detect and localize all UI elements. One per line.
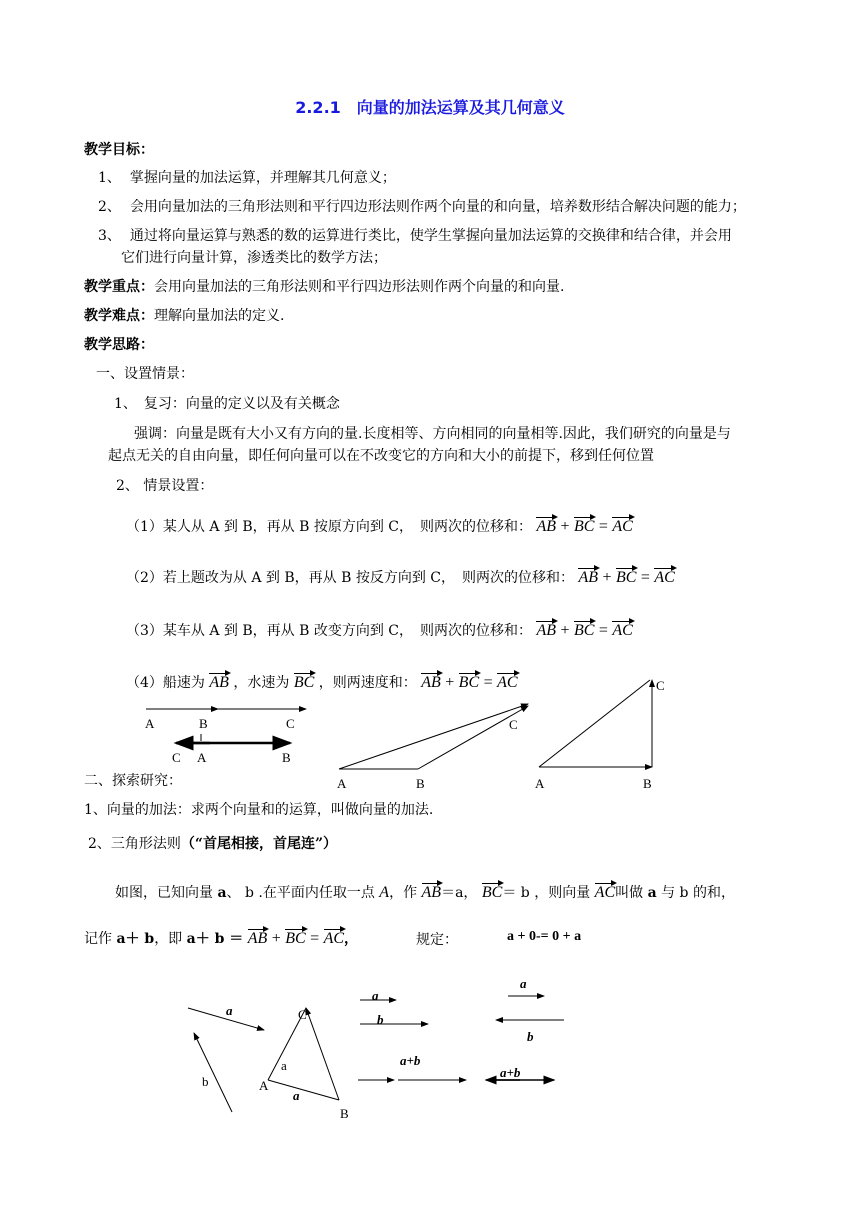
vector-label-b: b — [527, 1029, 534, 1044]
vector-ac: AC — [497, 674, 518, 691]
plus-sign: + — [271, 930, 281, 947]
point-label-a: A — [197, 750, 207, 765]
point-label-c: C — [509, 717, 518, 732]
text: ＝a， — [441, 885, 478, 901]
vector-ab: AB — [536, 518, 557, 535]
text: 与 b 的和， — [656, 885, 735, 901]
text: a — [217, 885, 227, 901]
point-label-a: A — [145, 716, 155, 731]
text: a — [647, 885, 657, 901]
text: ，即 — [154, 931, 187, 947]
section2-item1: 1、向量的加法：求两个向量和的运算，叫做向量的加法. — [84, 802, 434, 818]
section1-item1: 1、 复习：向量的定义以及有关概念 — [114, 396, 340, 412]
point-label-c: C — [172, 750, 181, 765]
section2-heading: 二、探索研究： — [84, 773, 182, 789]
vector-bc: BC — [293, 674, 315, 691]
vector-bc: BC — [573, 622, 595, 639]
vector-label-b: b — [202, 1074, 209, 1089]
objective-num: 1、 — [98, 170, 121, 186]
scenario-text: ，水速为 — [233, 675, 290, 691]
text: 如图，已知向量 — [115, 885, 218, 901]
plus-sign: + — [445, 674, 455, 691]
point-label-a: A — [535, 776, 545, 791]
definition-line-2 — [84, 928, 358, 948]
equals-sign: = — [310, 930, 320, 947]
vector-ac: AC — [612, 622, 633, 639]
text: ， — [344, 931, 359, 947]
point-label-c: C — [298, 1007, 307, 1022]
scenario-text: （3）某车从 A 到 B，再从 B 改变方向到 C， 则两次的位移和： — [126, 623, 533, 639]
item2-prefix: 2、三角形法则 — [88, 836, 181, 852]
vector-ab: AB — [421, 674, 441, 691]
plus-sign: + — [560, 518, 570, 535]
vector-ab: AB — [578, 569, 599, 586]
scenario-text: （1）某人从 A 到 B，再从 B 按原方向到 C， 则两次的位移和： — [126, 519, 533, 535]
vector-arrow — [306, 1008, 339, 1100]
vector-arrow — [339, 704, 528, 769]
plus-sign: + — [560, 622, 570, 639]
objective-text: 通过将向量运算与熟悉的数的运算进行类比，使学生掌握向量加法运算的交换律和结合律，并会用 — [129, 228, 732, 244]
objective-num: 3、 — [98, 228, 121, 244]
emphasis-line-2: 起点无关的自由向量，即任何向量可以在不改变它的方向和大小的前提下，移到任何位置 — [108, 448, 654, 464]
rule-label: 规定： — [416, 932, 458, 948]
equals-sign: = — [598, 518, 608, 535]
scenario-text: （2）若上题改为从 A 到 B，再从 B 按反方向到 C， 则两次的位移和： — [126, 570, 575, 586]
vector-bc: BC — [481, 884, 503, 901]
equals-sign: = — [483, 674, 493, 691]
vector-arrow — [418, 706, 528, 769]
vector-label-sum: a+b — [400, 1053, 421, 1068]
objectives-heading: 教学目标： — [84, 142, 154, 158]
vector-arrow — [268, 1080, 339, 1100]
plus-sign: + — [602, 569, 612, 586]
vector-label-a: a — [372, 988, 379, 1003]
vector-ac: AC — [323, 930, 345, 947]
vector-ab: AB — [247, 930, 268, 947]
objective-text-continued: 它们进行向量计算，渗透类比的数学方法； — [121, 250, 387, 266]
point-label-c: C — [656, 678, 665, 693]
vector-ab: AB — [536, 622, 557, 639]
point-label-b: B — [340, 1106, 349, 1121]
text: a＋ b — [116, 931, 155, 947]
definition-line-1 — [115, 882, 735, 902]
scenario-text: （4）船速为 — [126, 675, 205, 691]
vector-label-a: a — [293, 1088, 300, 1103]
text: 、 b .在平面内任取一点 — [226, 885, 380, 901]
section2-item2 — [88, 833, 337, 853]
vector-label-a: a — [281, 1058, 287, 1073]
item2-slogan: （“首尾相接，首尾连”） — [180, 836, 338, 852]
vector-bc: BC — [573, 518, 595, 535]
key-point-text: 会用向量加法的三角形法则和平行四边形法则作两个向量的和向量. — [154, 279, 565, 295]
difficulty-label: 教学难点： — [84, 308, 154, 324]
key-point-label: 教学重点： — [84, 279, 154, 295]
text: ，作 — [389, 885, 418, 901]
point-label-b: B — [199, 716, 208, 731]
vector-ac: AC — [594, 884, 616, 901]
equals-sign: = — [640, 569, 650, 586]
vector-arrow — [539, 680, 650, 767]
objective-num: 2、 — [98, 199, 121, 215]
vector-label-b: b — [377, 1012, 384, 1027]
approach-heading: 教学思路： — [84, 337, 154, 353]
vector-label-a: a — [226, 1003, 233, 1018]
vector-bc: BC — [458, 674, 480, 691]
vector-ab: AB — [209, 674, 229, 691]
equals-sign: = — [598, 622, 608, 639]
point-label-a: A — [259, 1078, 269, 1093]
text: ＝ b ，则向量 — [502, 885, 591, 901]
vector-bc: BC — [615, 569, 637, 586]
vector-ac: AC — [654, 569, 675, 586]
text: A — [379, 884, 390, 901]
rule-text: a + 0-= 0 + a — [507, 929, 582, 944]
vector-label-sum: a+b — [500, 1065, 521, 1080]
page-title: 2.2.1 向量的加法运算及其几何意义 — [295, 98, 565, 117]
objective-text: 掌握向量的加法运算，并理解其几何意义； — [129, 170, 396, 186]
point-label-c: C — [286, 716, 295, 731]
emphasis-line-1: 强调：向量是既有大小又有方向的量.长度相等、方向相同的向量相等.因此，我们研究的向量是与 — [134, 426, 731, 442]
vector-bc: BC — [285, 930, 306, 947]
text: 叫做 — [615, 885, 648, 901]
vector-ab: AB — [421, 884, 442, 901]
vector-ac: AC — [612, 518, 633, 535]
scenario-text: ，则两速度和： — [318, 675, 417, 691]
objective-text: 会用向量加法的三角形法则和平行四边形法则作两个向量的和向量，培养数形结合解决问题的能力； — [129, 199, 746, 215]
section1-item2: 2、 情景设置： — [116, 478, 214, 494]
vector-arrow — [194, 1033, 232, 1112]
text: a＋ b ＝ — [186, 931, 244, 947]
point-label-b: B — [416, 776, 425, 791]
point-label-a: A — [337, 776, 347, 791]
point-label-b: B — [643, 776, 652, 791]
vector-label-a: a — [520, 976, 527, 991]
section1-heading: 一、设置情景： — [96, 366, 194, 382]
text: 记作 — [84, 931, 117, 947]
point-label-b: B — [282, 750, 291, 765]
difficulty-text: 理解向量加法的定义. — [154, 308, 285, 324]
